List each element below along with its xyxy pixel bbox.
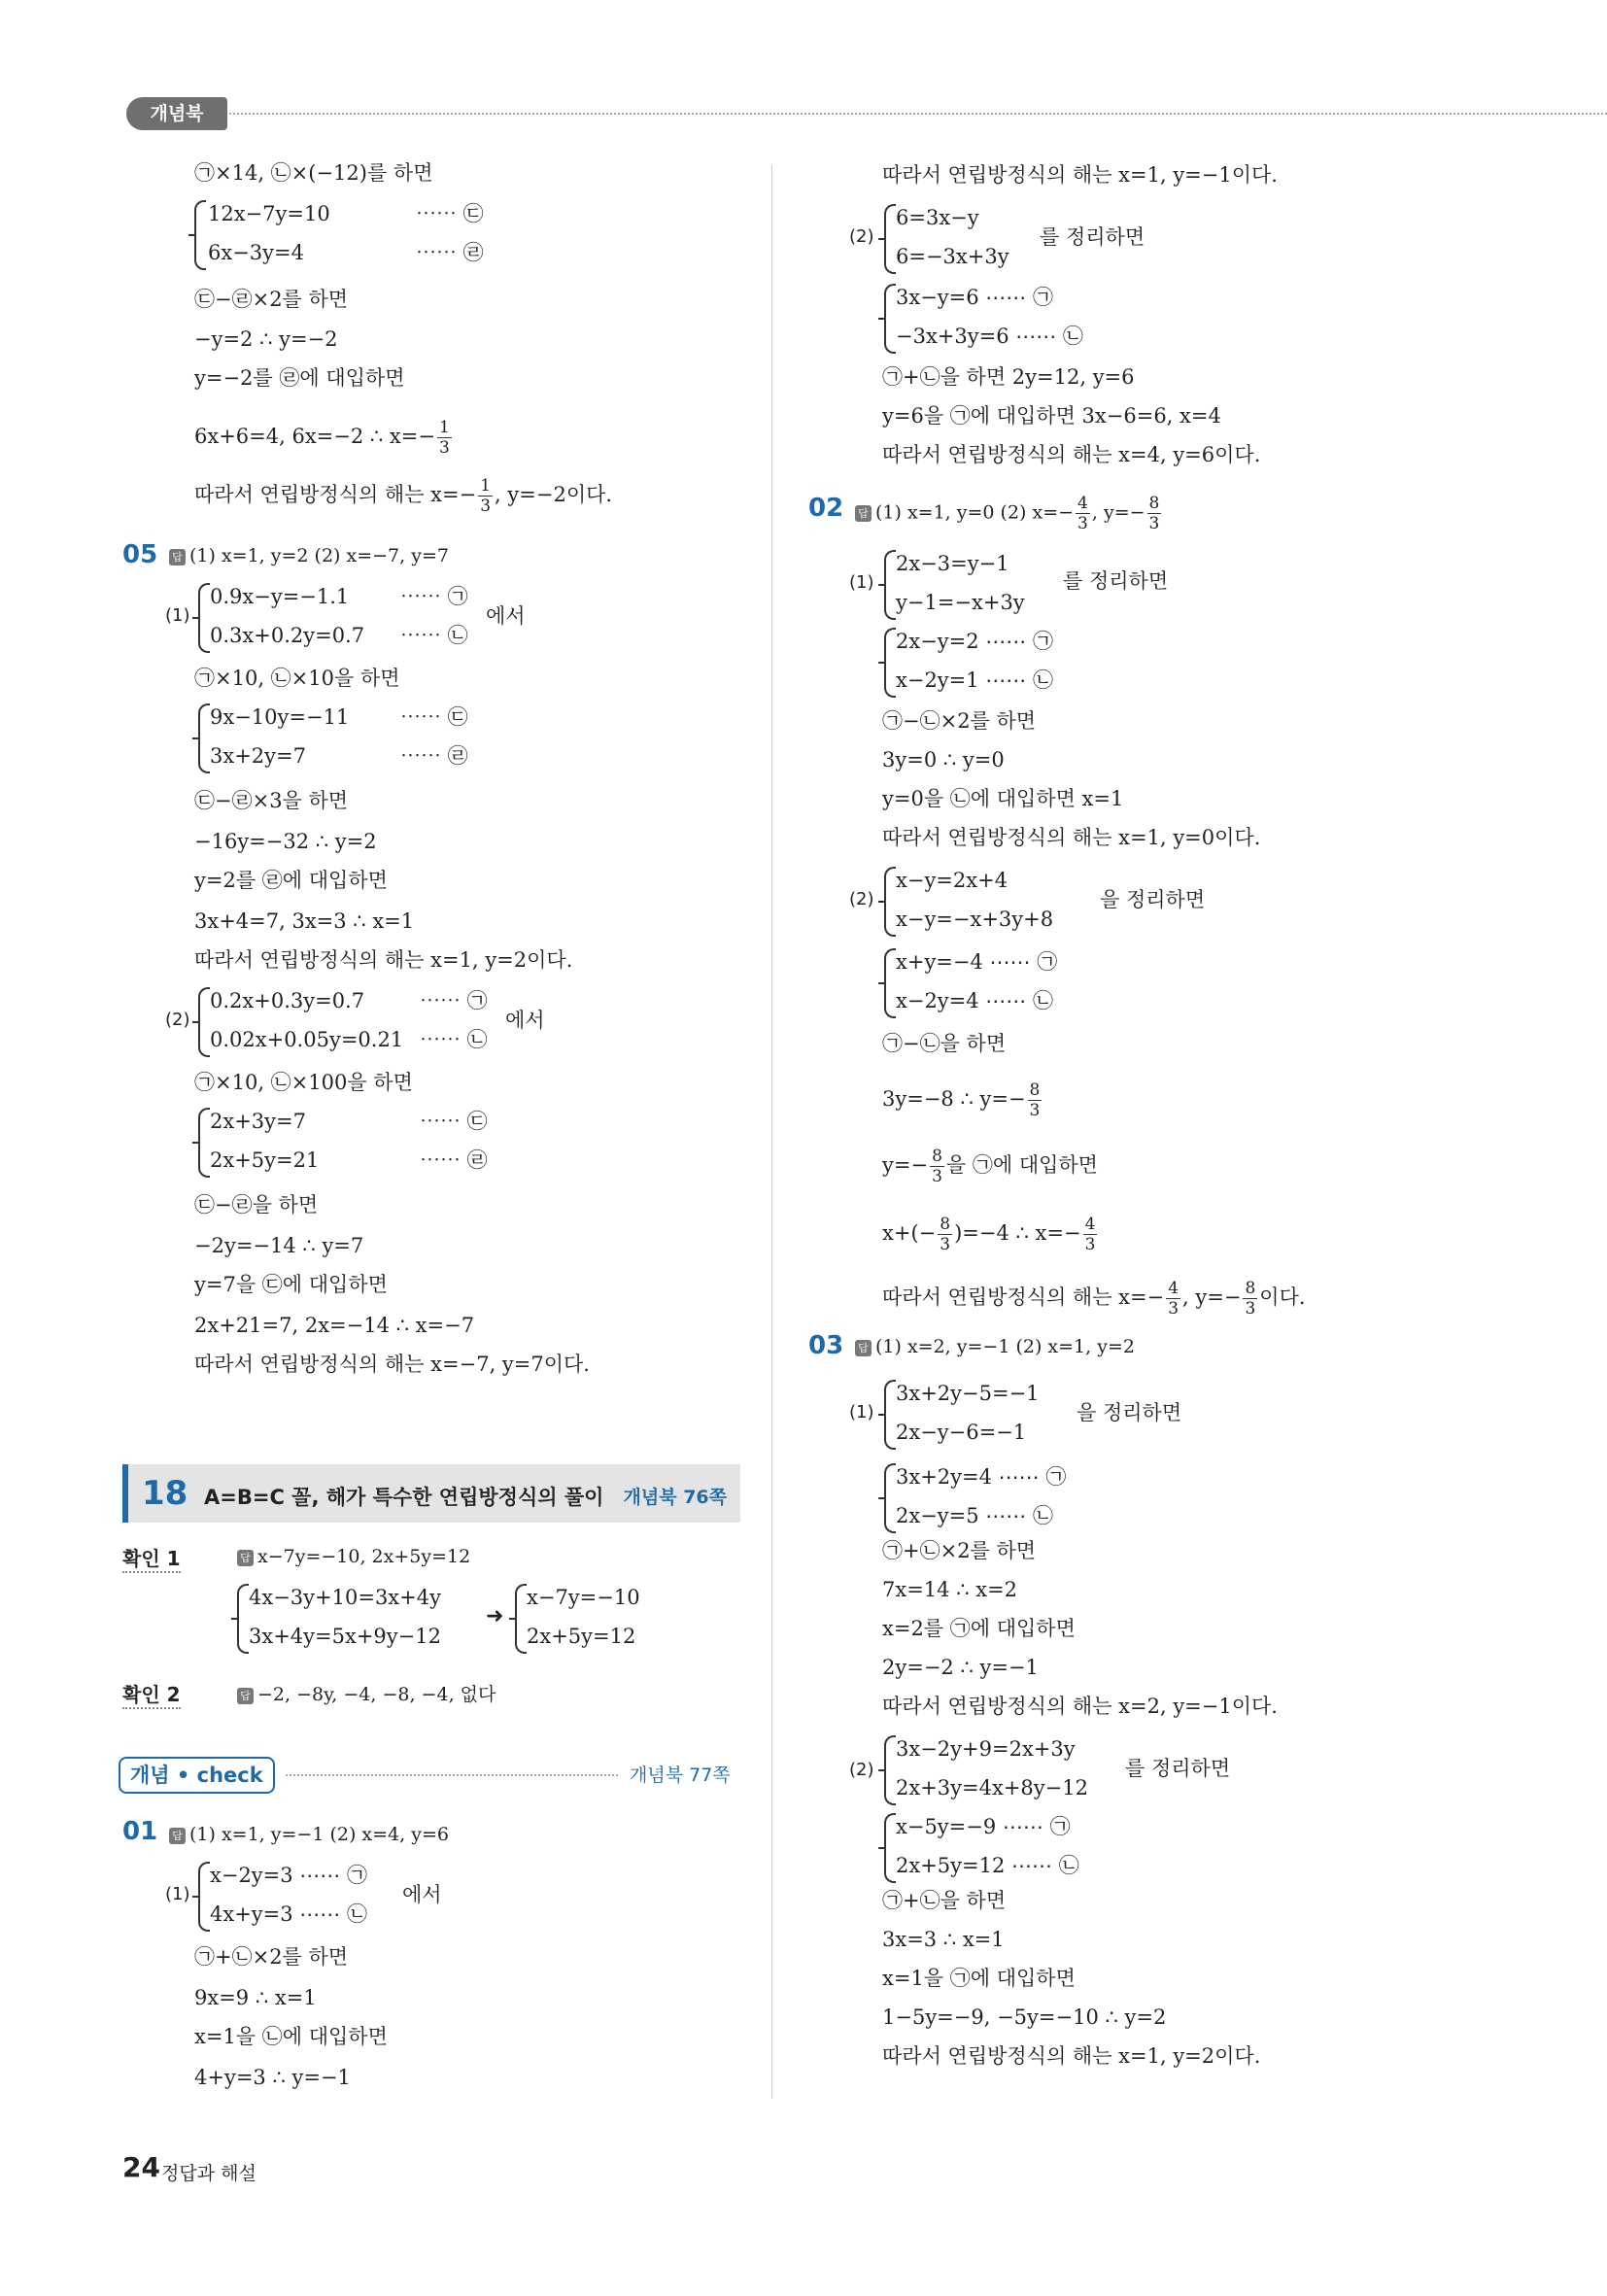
brace: [515, 1584, 527, 1654]
equation-mark: ⋯⋯ ㉠: [400, 585, 468, 608]
fraction: $\frac{8}{3}$: [1148, 494, 1160, 533]
equation: x−2y=1 ⋯⋯ ㉡: [896, 668, 1053, 692]
problem-number: 03: [808, 1331, 844, 1360]
text-line: 에서: [486, 604, 526, 628]
equation: 2x+5y=21: [210, 1148, 320, 1172]
equation-system: [896, 622, 1053, 700]
text-line: −2y=−14 ∴ y=7: [194, 1234, 364, 1257]
text-line: 따라서 연립방정식의 해는 x=1, y=−1이다.: [882, 163, 1278, 187]
text-line: y=−2를 ㉣에 대입하면: [194, 366, 405, 390]
answer-text: −2, −8y, −4, −8, −4, 없다: [257, 1684, 496, 1705]
equation: 2x−3=y−1: [896, 552, 1009, 575]
text-line: ㉢−㉣×2를 하면: [194, 288, 349, 311]
equation-system: [896, 1807, 1079, 1885]
equation-system: [896, 1374, 1040, 1452]
text-line: ㉠+㉡을 하면 2y=12, y=6: [882, 365, 1135, 389]
text-line: 에서: [505, 1009, 545, 1032]
problem-number: 01: [122, 1817, 158, 1846]
equation: 12x−7y=10: [208, 202, 330, 225]
brace: [884, 550, 896, 620]
equation: 3x+2y−5=−1: [896, 1382, 1040, 1405]
text-line: 1−5y=−9, −5y=−10 ∴ y=2: [882, 2005, 1167, 2029]
text-line: y=6을 ㉠에 대입하면 3x−6=6, x=4: [882, 404, 1221, 428]
equation: 4x+y=3 ⋯⋯ ㉡: [210, 1902, 367, 1926]
equation: 2x−y=2 ⋯⋯ ㉠: [896, 630, 1053, 653]
equation-system: [896, 1730, 1088, 1807]
concept-check-label: 개념 • check: [119, 1757, 275, 1794]
sub-label: (1): [849, 1402, 874, 1422]
check-reference: 개념북 77쪽: [630, 1765, 731, 1786]
equation: 2x+3y=4x+8y−12: [896, 1776, 1088, 1799]
text-line: −y=2 ∴ y=−2: [194, 327, 338, 351]
equation-system: [896, 198, 1009, 276]
text-line: y=7을 ㉢에 대입하면: [194, 1273, 388, 1296]
equation: x−7y=−10: [527, 1586, 640, 1609]
answer-text: x−7y=−10, 2x+5y=12: [257, 1546, 471, 1567]
text-line: y=2를 ㉣에 대입하면: [194, 869, 388, 892]
fraction: $\frac{1}{3}$: [438, 418, 450, 458]
equation: 2x+5y=12: [527, 1625, 636, 1648]
equation-marks: [400, 577, 468, 655]
equation: 0.02x+0.05y=0.21: [210, 1028, 404, 1051]
brace: [884, 284, 896, 354]
equation-system: [896, 1457, 1066, 1535]
equation-system: [210, 981, 403, 1059]
text-line: 4+y=3 ∴ y=−1: [194, 2066, 351, 2089]
brace: [884, 204, 896, 274]
text-line: ㉠+㉡×2를 하면: [882, 1539, 1037, 1562]
equation-mark: ⋯⋯ ㉣: [416, 241, 484, 264]
text-line: 3x=3 ∴ x=1: [882, 1928, 1005, 1951]
brace: [198, 1862, 210, 1932]
brace: [884, 948, 896, 1018]
sub-label: (2): [849, 1760, 874, 1780]
text-line: x=2를 ㉠에 대입하면: [882, 1617, 1076, 1640]
answer-text: (1) x=2, y=−1 (2) x=1, y=2: [875, 1336, 1135, 1357]
text-line: ㉠×10, ㉡×10을 하면: [194, 667, 400, 690]
equation: y−1=−x+3y: [896, 591, 1025, 614]
equation: −3x+3y=6 ⋯⋯ ㉡: [896, 325, 1083, 348]
equation-mark: ⋯⋯ ㉣: [420, 1148, 488, 1172]
text-line: 따라서 연립방정식의 해는 x=−7, y=7이다.: [194, 1353, 590, 1376]
fraction: $\frac{4}{3}$: [1084, 1215, 1096, 1254]
answer-icon: 답: [855, 505, 872, 522]
text-segment: , y=−2이다.: [495, 483, 613, 506]
answer-text: (1) x=1, y=2 (2) x=−7, y=7: [189, 545, 449, 566]
confirm-1-label: 확인 1: [122, 1543, 181, 1573]
brace: [884, 867, 896, 937]
sub-label: (1): [165, 1884, 190, 1904]
equation-mark: ⋯⋯ ㉢: [400, 705, 468, 729]
equation: 3x−y=6 ⋯⋯ ㉠: [896, 286, 1053, 309]
equation-mark: ⋯⋯ ㉢: [416, 202, 484, 225]
equation-system: [249, 1578, 441, 1656]
text-line: 따라서 연립방정식의 해는 x=1, y=2이다.: [882, 2044, 1261, 2068]
equation-marks: [400, 698, 468, 775]
column-divider: [771, 165, 772, 2099]
equation: 0.2x+0.3y=0.7: [210, 989, 365, 1012]
brace: [884, 1813, 896, 1883]
answer-icon: 답: [169, 549, 186, 565]
text-line: y=− $\frac{8}{3}$ 을 ㉠에 대입하면: [882, 1147, 1098, 1186]
sub-label: (2): [849, 889, 874, 909]
equation: 9x−10y=−11: [210, 705, 350, 729]
text-line: [194, 476, 612, 516]
text-line: 를 정리하면: [1040, 225, 1145, 249]
page-number: 24: [122, 2151, 160, 2183]
fraction: $\frac{8}{3}$: [1245, 1279, 1256, 1319]
fraction: $\frac{8}{3}$: [940, 1215, 951, 1254]
answer-icon: 답: [169, 1828, 186, 1844]
text-line: 을 정리하면: [1100, 888, 1206, 911]
brace: [194, 200, 206, 270]
text-line: 따라서 연립방정식의 해는 x=− $\frac{4}{3}$ , y=− $\frac{8}{3}$ 이다.: [882, 1279, 1306, 1319]
answer-line: [855, 494, 1163, 533]
text-line: 7x=14 ∴ x=2: [882, 1578, 1018, 1601]
text-line: ㉠×14, ㉡×(−12)를 하면: [194, 161, 433, 185]
equation-mark: ⋯⋯ ㉢: [420, 1110, 488, 1133]
equation-system: [210, 698, 349, 775]
text-line: 3y=0 ∴ y=0: [882, 748, 1005, 771]
equation-system: [896, 942, 1057, 1020]
equation: x−5y=−9 ⋯⋯ ㉠: [896, 1815, 1071, 1838]
text-line: 를 정리하면: [1063, 569, 1169, 593]
text-line: ㉠+㉡×2를 하면: [194, 1945, 349, 1969]
answer-line: [237, 1681, 496, 1708]
equation-system: [527, 1578, 640, 1656]
equation: x−2y=3 ⋯⋯ ㉠: [210, 1864, 367, 1887]
equation: 4x−3y+10=3x+4y: [249, 1586, 441, 1609]
text-line: ㉢−㉣×3을 하면: [194, 789, 349, 812]
fraction: $\frac{8}{3}$: [1029, 1080, 1041, 1120]
equation: x−y=2x+4: [896, 869, 1009, 892]
check-rule: [286, 1774, 618, 1776]
answer-icon: 답: [237, 1688, 254, 1704]
equation-marks: [416, 194, 484, 272]
brace: [198, 1108, 210, 1178]
sub-label: (1): [165, 605, 190, 626]
fraction: $\frac{8}{3}$: [932, 1147, 942, 1186]
brace: [884, 628, 896, 698]
text-line: x=1을 ㉡에 대입하면: [194, 2025, 388, 2048]
answer-icon: 답: [855, 1340, 872, 1356]
brace: [198, 987, 210, 1057]
book-tag: 개념북: [126, 97, 227, 130]
fraction: $\frac{4}{3}$: [1168, 1279, 1180, 1319]
equation: 3x+4y=5x+9y−12: [249, 1625, 441, 1648]
equation: 3x+2y=4 ⋯⋯ ㉠: [896, 1465, 1067, 1489]
answer-line: [855, 1333, 1135, 1360]
text-segment: 따라서 연립방정식의 해는 x=−: [194, 483, 477, 506]
brace: [237, 1584, 249, 1654]
text-line: ㉠−㉡을 하면: [882, 1032, 1007, 1055]
equation: 3x+2y=7: [210, 744, 306, 768]
answer-icon: 답: [237, 1550, 254, 1566]
equation-marks: [420, 981, 488, 1059]
equation: x−2y=4 ⋯⋯ ㉡: [896, 989, 1053, 1012]
equation-system: [210, 1102, 319, 1180]
text-line: 따라서 연립방정식의 해는 x=1, y=0이다.: [882, 826, 1261, 849]
equation: 2x+3y=7: [210, 1110, 306, 1133]
section-title: A=B=C 꼴, 해가 특수한 연립방정식의 풀이: [204, 1486, 604, 1509]
text-line: 따라서 연립방정식의 해는 x=2, y=−1이다.: [882, 1695, 1278, 1718]
answer-text: (1) x=1, y=0 (2) x=−: [875, 501, 1075, 524]
text-line: 9x=9 ∴ x=1: [194, 1986, 317, 2009]
equation: 0.3x+0.2y=0.7: [210, 624, 365, 647]
text-line: ㉠−㉡×2를 하면: [882, 709, 1037, 733]
fraction: $\frac{1}{3}$: [480, 476, 492, 516]
text-line: 2y=−2 ∴ y=−1: [882, 1656, 1039, 1679]
footer-title: 정답과 해설: [161, 2163, 256, 2184]
equation-mark: ⋯⋯ ㉡: [400, 624, 468, 647]
sub-label: (2): [165, 1010, 190, 1030]
text-line: 에서: [402, 1883, 442, 1906]
equation-system: [896, 544, 1025, 622]
text-line: 따라서 연립방정식의 해는 x=1, y=2이다.: [194, 948, 573, 972]
equation-mark: ⋯⋯ ㉠: [420, 989, 488, 1012]
equation: 2x+5y=12 ⋯⋯ ㉡: [896, 1854, 1079, 1877]
equation: 2x−y−6=−1: [896, 1421, 1027, 1444]
text-line: −16y=−32 ∴ y=2: [194, 830, 377, 853]
section-number: 18: [142, 1474, 188, 1513]
text-line: 을 정리하면: [1077, 1401, 1182, 1424]
equation: 2x−y=5 ⋯⋯ ㉡: [896, 1504, 1053, 1527]
text-line: x=1을 ㉠에 대입하면: [882, 1967, 1076, 1990]
equation: 6x−3y=4: [208, 241, 304, 264]
answer-line: [169, 1821, 449, 1848]
section-reference: 개념북 76쪽: [623, 1487, 727, 1508]
section-banner: [122, 1464, 740, 1523]
answer-text: (1) x=1, y=−1 (2) x=4, y=6: [189, 1824, 449, 1845]
equation-marks: [420, 1102, 488, 1180]
text-line: x+(− $\frac{8}{3}$ )=−4 ∴ x=− $\frac{4}{3}$: [882, 1215, 1096, 1254]
text-line: 따라서 연립방정식의 해는 x=4, y=6이다.: [882, 443, 1261, 466]
text-line: 를 정리하면: [1125, 1757, 1231, 1780]
equation: 6=−3x+3y: [896, 245, 1009, 268]
brace: [884, 1380, 896, 1450]
confirm-2-label: 확인 2: [122, 1679, 181, 1709]
sub-label: (2): [849, 226, 874, 247]
equation-system: [208, 194, 330, 272]
equation: 6=3x−y: [896, 206, 979, 229]
text-line: ㉢−㉣을 하면: [194, 1193, 319, 1217]
equation: x−y=−x+3y+8: [896, 908, 1054, 931]
equation-mark: ⋯⋯ ㉣: [400, 744, 468, 768]
problem-number: 05: [122, 540, 158, 569]
text-line: 2x+21=7, 2x=−14 ∴ x=−7: [194, 1314, 475, 1337]
sub-label: (1): [849, 572, 874, 593]
equation-system: [896, 861, 1053, 939]
text-line: y=0을 ㉡에 대입하면 x=1: [882, 787, 1124, 810]
equation-system: [210, 577, 364, 655]
answer-line: [169, 542, 449, 569]
answer-text: , y=−: [1091, 501, 1145, 524]
arrow-icon: ➜: [486, 1604, 504, 1628]
text-line: [194, 418, 454, 458]
text-line: ㉠×10, ㉡×100을 하면: [194, 1071, 413, 1094]
text-line: ㉠+㉡을 하면: [882, 1889, 1007, 1912]
header-rule: [229, 113, 1607, 115]
brace: [884, 1735, 896, 1805]
equation: 3x−2y+9=2x+3y: [896, 1737, 1076, 1761]
text-segment: 6x+6=4, 6x=−2 ∴ x=−: [194, 425, 435, 448]
brace: [198, 583, 210, 653]
text-line: 3y=−8 ∴ y=− $\frac{8}{3}$: [882, 1080, 1041, 1120]
equation-system: [896, 278, 1083, 356]
equation: x+y=−4 ⋯⋯ ㉠: [896, 950, 1058, 974]
answer-line: [237, 1543, 470, 1570]
brace: [884, 1463, 896, 1533]
brace: [198, 703, 210, 773]
equation-system: [210, 1856, 367, 1934]
text-line: 3x+4=7, 3x=3 ∴ x=1: [194, 909, 415, 933]
problem-number: 02: [808, 494, 844, 523]
equation-mark: ⋯⋯ ㉡: [420, 1028, 488, 1051]
equation: 0.9x−y=−1.1: [210, 585, 350, 608]
fraction: $\frac{4}{3}$: [1077, 494, 1088, 533]
